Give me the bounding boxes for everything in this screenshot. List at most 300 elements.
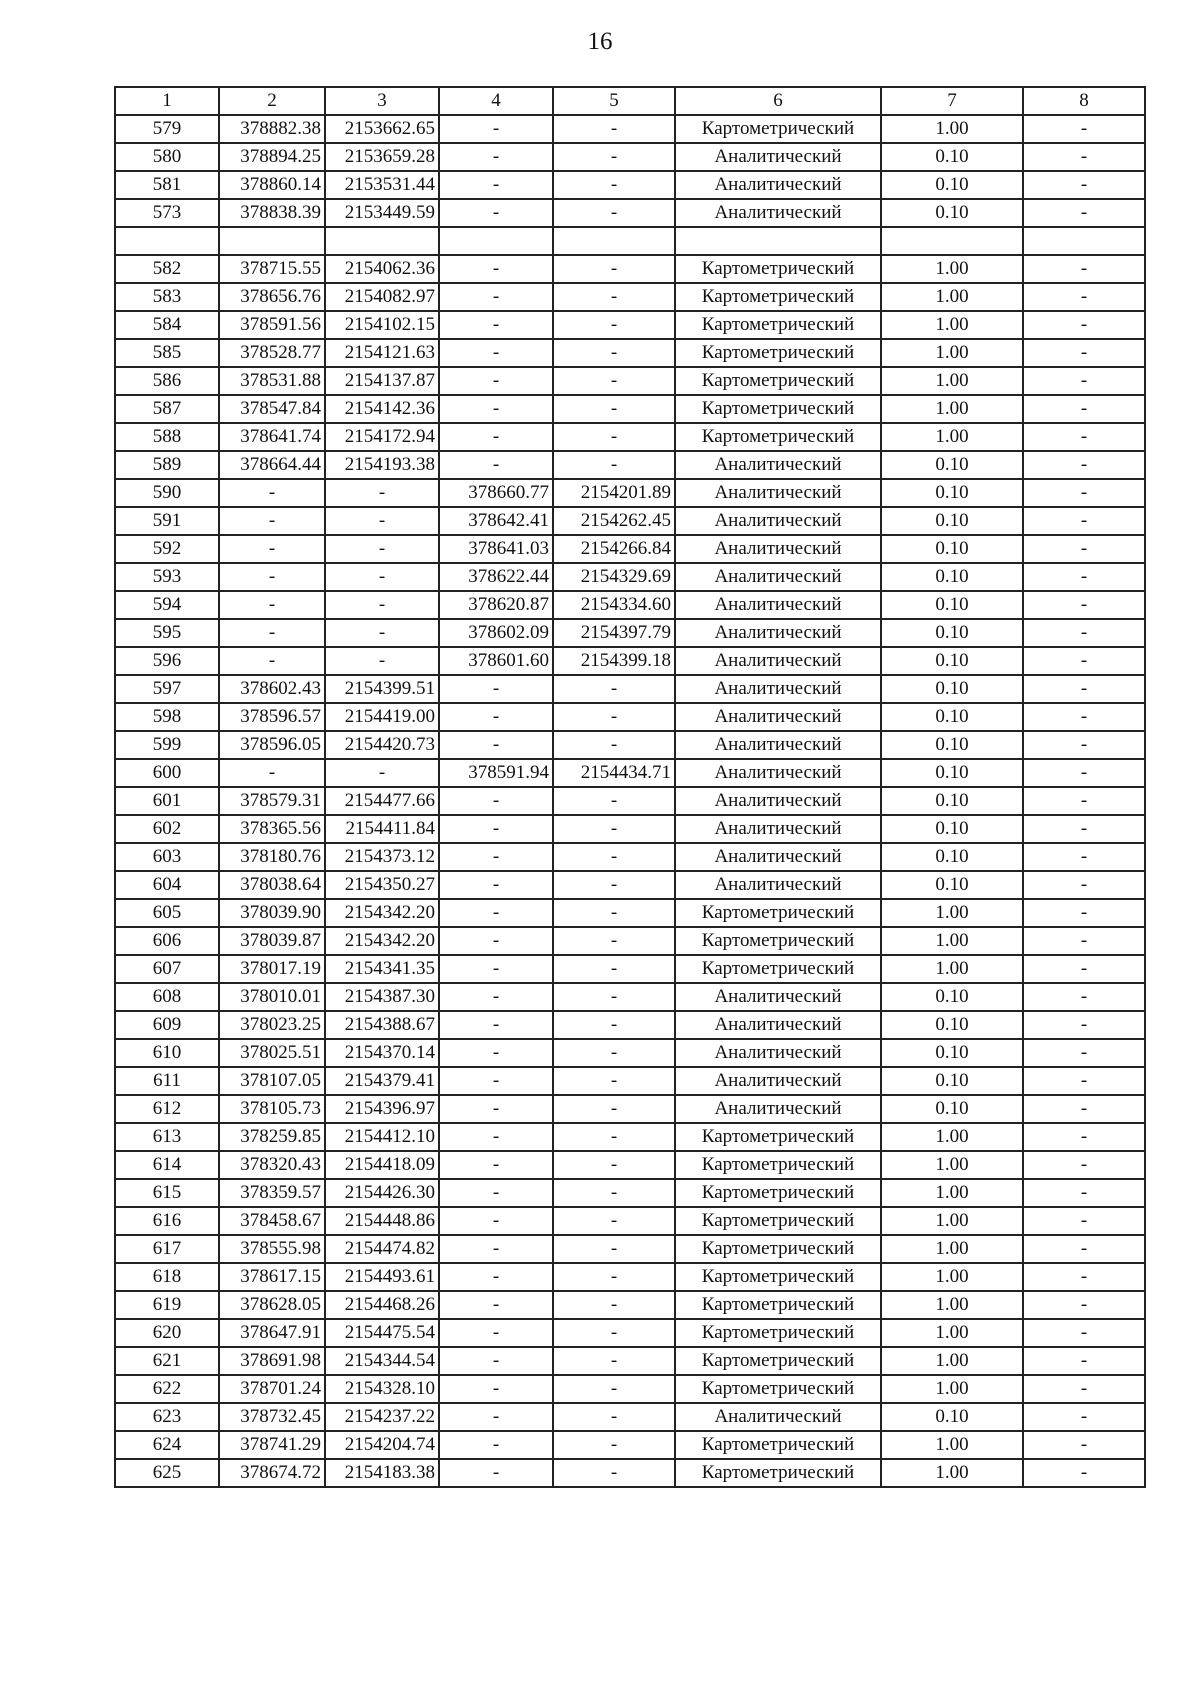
table-row [115, 955, 1145, 983]
cell-y-new: - [553, 871, 675, 899]
cell-x-coordinate: 378579.31 [219, 787, 325, 815]
cell-x-new: - [439, 1459, 553, 1487]
table-row [115, 843, 1145, 871]
cell-note: - [1023, 759, 1145, 787]
cell-y-new: 2154201.89 [553, 479, 675, 507]
cell-y-coordinate: - [325, 479, 439, 507]
cell-point-number: 616 [115, 1207, 219, 1235]
table-row [115, 311, 1145, 339]
cell-y-coordinate: 2154388.67 [325, 1011, 439, 1039]
cell-method: Аналитический [675, 815, 881, 843]
cell-note: - [1023, 1375, 1145, 1403]
cell-note: - [1023, 955, 1145, 983]
cell-accuracy: 0.10 [881, 1039, 1023, 1067]
cell-method: Аналитический [675, 143, 881, 171]
cell-x-coordinate: 378458.67 [219, 1207, 325, 1235]
table-row [115, 1039, 1145, 1067]
cell-x-coordinate: 378715.55 [219, 255, 325, 283]
cell-method: Аналитический [675, 1095, 881, 1123]
cell-x-new: - [439, 1123, 553, 1151]
cell-note: - [1023, 983, 1145, 1011]
header-cell-accuracy: 7 [881, 87, 1023, 115]
cell-method: Картометрический [675, 1151, 881, 1179]
cell-accuracy: 0.10 [881, 815, 1023, 843]
cell-y-new: - [553, 1011, 675, 1039]
table-row [115, 479, 1145, 507]
cell-x-new: - [439, 1375, 553, 1403]
table-row [115, 703, 1145, 731]
cell-y-new: - [553, 1263, 675, 1291]
cell-accuracy: 0.10 [881, 479, 1023, 507]
cell-point-number: 579 [115, 115, 219, 143]
cell-point-number: 620 [115, 1319, 219, 1347]
cell-point-number: 605 [115, 899, 219, 927]
cell-point-number: 589 [115, 451, 219, 479]
table-row [115, 1459, 1145, 1487]
cell-note: - [1023, 395, 1145, 423]
cell-x-coordinate: 378838.39 [219, 199, 325, 227]
table-row [115, 899, 1145, 927]
cell-note: - [1023, 1431, 1145, 1459]
cell-note: - [1023, 1291, 1145, 1319]
cell-point-number: 594 [115, 591, 219, 619]
cell-method: Аналитический [675, 507, 881, 535]
cell-point-number: 612 [115, 1095, 219, 1123]
cell-y-new: - [553, 1459, 675, 1487]
table-row [115, 1347, 1145, 1375]
cell-method: Картометрический [675, 1459, 881, 1487]
cell-accuracy: 0.10 [881, 647, 1023, 675]
cell-y-coordinate: 2154342.20 [325, 899, 439, 927]
table-row [115, 787, 1145, 815]
cell-y-new: 2154399.18 [553, 647, 675, 675]
cell-y-new: - [553, 983, 675, 1011]
cell-y-coordinate: 2154137.87 [325, 367, 439, 395]
cell-x-new: - [439, 451, 553, 479]
table-row [115, 1151, 1145, 1179]
cell-accuracy: 0.10 [881, 759, 1023, 787]
table-row [115, 451, 1145, 479]
cell-x-new: - [439, 1011, 553, 1039]
cell-y-new: - [553, 283, 675, 311]
cell-method: Картометрический [675, 423, 881, 451]
cell-x-new: - [439, 899, 553, 927]
cell-y-new: - [553, 927, 675, 955]
cell-y-new: - [553, 1179, 675, 1207]
cell-y-coordinate: 2154183.38 [325, 1459, 439, 1487]
cell-y-new: - [553, 1207, 675, 1235]
cell-note: - [1023, 815, 1145, 843]
cell-point-number: 625 [115, 1459, 219, 1487]
cell-x-coordinate: 378732.45 [219, 1403, 325, 1431]
cell-note: - [1023, 423, 1145, 451]
cell-y-coordinate [325, 227, 439, 255]
cell-y-coordinate: 2154448.86 [325, 1207, 439, 1235]
cell-point-number: 588 [115, 423, 219, 451]
cell-y-coordinate: 2153449.59 [325, 199, 439, 227]
cell-accuracy: 0.10 [881, 451, 1023, 479]
cell-y-coordinate: 2154426.30 [325, 1179, 439, 1207]
cell-x-coordinate: 378107.05 [219, 1067, 325, 1095]
cell-x-coordinate: 378038.64 [219, 871, 325, 899]
cell-y-new: 2154262.45 [553, 507, 675, 535]
table-row [115, 927, 1145, 955]
cell-x-coordinate: 378602.43 [219, 675, 325, 703]
cell-accuracy: 1.00 [881, 115, 1023, 143]
cell-method: Аналитический [675, 199, 881, 227]
cell-y-new: - [553, 1095, 675, 1123]
cell-point-number: 592 [115, 535, 219, 563]
cell-method: Аналитический [675, 675, 881, 703]
cell-note: - [1023, 703, 1145, 731]
cell-x-new: - [439, 395, 553, 423]
cell-accuracy: 0.10 [881, 871, 1023, 899]
cell-note: - [1023, 1179, 1145, 1207]
cell-note: - [1023, 479, 1145, 507]
cell-accuracy: 1.00 [881, 1235, 1023, 1263]
cell-point-number: 606 [115, 927, 219, 955]
cell-y-coordinate: - [325, 507, 439, 535]
cell-accuracy: 0.10 [881, 171, 1023, 199]
cell-point-number: 582 [115, 255, 219, 283]
cell-point-number: 602 [115, 815, 219, 843]
table-row [115, 1319, 1145, 1347]
cell-y-coordinate: 2154342.20 [325, 927, 439, 955]
cell-accuracy: 1.00 [881, 927, 1023, 955]
cell-point-number: 573 [115, 199, 219, 227]
cell-accuracy: 0.10 [881, 1011, 1023, 1039]
cell-method: Картометрический [675, 1123, 881, 1151]
cell-method: Аналитический [675, 647, 881, 675]
cell-x-new: - [439, 731, 553, 759]
cell-point-number: 580 [115, 143, 219, 171]
cell-accuracy: 0.10 [881, 703, 1023, 731]
cell-method: Картометрический [675, 1179, 881, 1207]
table-row [115, 1263, 1145, 1291]
cell-point-number: 613 [115, 1123, 219, 1151]
cell-x-coordinate: 378528.77 [219, 339, 325, 367]
table-row [115, 199, 1145, 227]
table-row [115, 143, 1145, 171]
table-row [115, 619, 1145, 647]
cell-method: Аналитический [675, 1403, 881, 1431]
cell-accuracy: 1.00 [881, 1347, 1023, 1375]
cell-y-coordinate: 2153662.65 [325, 115, 439, 143]
cell-x-coordinate: 378591.56 [219, 311, 325, 339]
cell-y-coordinate: - [325, 591, 439, 619]
table-row [115, 563, 1145, 591]
cell-x-new: - [439, 1207, 553, 1235]
cell-x-coordinate: 378039.87 [219, 927, 325, 955]
cell-x-new: - [439, 339, 553, 367]
table-row [115, 1207, 1145, 1235]
cell-x-new: 378620.87 [439, 591, 553, 619]
cell-method: Аналитический [675, 871, 881, 899]
cell-method: Картометрический [675, 1263, 881, 1291]
cell-x-new: - [439, 423, 553, 451]
cell-y-coordinate: 2154344.54 [325, 1347, 439, 1375]
cell-method: Аналитический [675, 563, 881, 591]
cell-y-new: - [553, 815, 675, 843]
cell-accuracy: 1.00 [881, 311, 1023, 339]
table-row [115, 983, 1145, 1011]
cell-x-new: - [439, 1403, 553, 1431]
cell-accuracy: 0.10 [881, 199, 1023, 227]
cell-y-new: - [553, 955, 675, 983]
cell-y-coordinate: 2154474.82 [325, 1235, 439, 1263]
cell-x-coordinate: 378259.85 [219, 1123, 325, 1151]
page-number: 16 [587, 28, 613, 55]
cell-note: - [1023, 171, 1145, 199]
cell-method: Картометрический [675, 927, 881, 955]
cell-x-new: 378591.94 [439, 759, 553, 787]
cell-accuracy: 1.00 [881, 955, 1023, 983]
header-cell-x-new: 4 [439, 87, 553, 115]
cell-x-coordinate: 378647.91 [219, 1319, 325, 1347]
cell-point-number: 598 [115, 703, 219, 731]
cell-x-coordinate: 378105.73 [219, 1095, 325, 1123]
cell-x-coordinate: 378617.15 [219, 1263, 325, 1291]
table-row [115, 535, 1145, 563]
cell-y-new: - [553, 423, 675, 451]
table-row [115, 591, 1145, 619]
cell-x-coordinate: 378039.90 [219, 899, 325, 927]
cell-x-new: - [439, 1151, 553, 1179]
cell-point-number: 603 [115, 843, 219, 871]
cell-point-number: 611 [115, 1067, 219, 1095]
cell-x-new: 378601.60 [439, 647, 553, 675]
cell-x-coordinate: 378701.24 [219, 1375, 325, 1403]
cell-y-new: - [553, 1067, 675, 1095]
table-row [115, 171, 1145, 199]
cell-y-new: - [553, 1347, 675, 1375]
cell-x-new: - [439, 283, 553, 311]
cell-x-coordinate: - [219, 535, 325, 563]
cell-y-coordinate: 2154102.15 [325, 311, 439, 339]
cell-x-new: 378622.44 [439, 563, 553, 591]
cell-method: Аналитический [675, 171, 881, 199]
cell-x-coordinate: - [219, 619, 325, 647]
cell-x-new: - [439, 1347, 553, 1375]
cell-y-coordinate: 2154328.10 [325, 1375, 439, 1403]
cell-note: - [1023, 1319, 1145, 1347]
cell-y-coordinate: 2154379.41 [325, 1067, 439, 1095]
cell-point-number: 617 [115, 1235, 219, 1263]
cell-x-new: - [439, 983, 553, 1011]
cell-method: Картометрический [675, 1207, 881, 1235]
cell-y-coordinate: 2154204.74 [325, 1431, 439, 1459]
cell-point-number: 584 [115, 311, 219, 339]
cell-accuracy: 1.00 [881, 1123, 1023, 1151]
header-cell-note: 8 [1023, 87, 1145, 115]
cell-x-coordinate: 378547.84 [219, 395, 325, 423]
blank-separator-row [115, 227, 1145, 255]
cell-y-coordinate: 2154237.22 [325, 1403, 439, 1431]
table-row [115, 1095, 1145, 1123]
cell-x-coordinate: 378860.14 [219, 171, 325, 199]
cell-x-coordinate: 378674.72 [219, 1459, 325, 1487]
cell-method: Картометрический [675, 367, 881, 395]
cell-method: Аналитический [675, 479, 881, 507]
cell-method: Аналитический [675, 731, 881, 759]
cell-y-coordinate: 2154373.12 [325, 843, 439, 871]
cell-note: - [1023, 1403, 1145, 1431]
cell-x-coordinate: - [219, 563, 325, 591]
table-row [115, 675, 1145, 703]
cell-y-coordinate: 2153659.28 [325, 143, 439, 171]
cell-x-coordinate: - [219, 507, 325, 535]
cell-x-new: - [439, 815, 553, 843]
cell-method: Аналитический [675, 1039, 881, 1067]
table-row [115, 1179, 1145, 1207]
cell-y-coordinate: 2154418.09 [325, 1151, 439, 1179]
cell-y-new: - [553, 703, 675, 731]
cell-x-new: - [439, 955, 553, 983]
cell-point-number: 596 [115, 647, 219, 675]
cell-note: - [1023, 143, 1145, 171]
cell-y-coordinate: - [325, 619, 439, 647]
header-row [115, 87, 1145, 115]
cell-x-new: - [439, 115, 553, 143]
cell-accuracy: 0.10 [881, 983, 1023, 1011]
table-row [115, 1291, 1145, 1319]
cell-y-new: - [553, 1403, 675, 1431]
cell-point-number: 619 [115, 1291, 219, 1319]
cell-y-new: - [553, 731, 675, 759]
cell-x-new: - [439, 927, 553, 955]
cell-note: - [1023, 255, 1145, 283]
cell-note: - [1023, 115, 1145, 143]
cell-x-coordinate: 378359.57 [219, 1179, 325, 1207]
cell-method: Картометрический [675, 1319, 881, 1347]
cell-note: - [1023, 199, 1145, 227]
cell-point-number: 610 [115, 1039, 219, 1067]
cell-x-new: - [439, 1319, 553, 1347]
cell-accuracy: 0.10 [881, 591, 1023, 619]
cell-x-coordinate: 378365.56 [219, 815, 325, 843]
cell-note: - [1023, 1151, 1145, 1179]
table-row [115, 507, 1145, 535]
cell-point-number: 593 [115, 563, 219, 591]
cell-note: - [1023, 619, 1145, 647]
cell-accuracy: 1.00 [881, 283, 1023, 311]
cell-point-number: 583 [115, 283, 219, 311]
cell-x-coordinate: - [219, 591, 325, 619]
cell-x-coordinate: 378531.88 [219, 367, 325, 395]
cell-point-number: 615 [115, 1179, 219, 1207]
cell-point-number: 608 [115, 983, 219, 1011]
cell-point-number: 597 [115, 675, 219, 703]
cell-x-new: - [439, 1067, 553, 1095]
cell-y-coordinate: 2154341.35 [325, 955, 439, 983]
cell-method: Аналитический [675, 1067, 881, 1095]
cell-point-number: 609 [115, 1011, 219, 1039]
cell-note: - [1023, 843, 1145, 871]
cell-y-coordinate: 2154142.36 [325, 395, 439, 423]
header-cell-method: 6 [675, 87, 881, 115]
cell-y-coordinate: 2154082.97 [325, 283, 439, 311]
cell-y-coordinate: 2154121.63 [325, 339, 439, 367]
cell-y-new: - [553, 1375, 675, 1403]
cell-point-number: 599 [115, 731, 219, 759]
cell-method: Аналитический [675, 619, 881, 647]
cell-y-new: - [553, 451, 675, 479]
cell-note: - [1023, 507, 1145, 535]
cell-point-number: 587 [115, 395, 219, 423]
cell-y-new [553, 227, 675, 255]
cell-method: Картометрический [675, 255, 881, 283]
table-row [115, 871, 1145, 899]
cell-x-coordinate: - [219, 647, 325, 675]
cell-y-coordinate: 2154475.54 [325, 1319, 439, 1347]
cell-accuracy: 0.10 [881, 787, 1023, 815]
cell-accuracy: 0.10 [881, 563, 1023, 591]
table-row [115, 423, 1145, 451]
cell-x-new: - [439, 787, 553, 815]
table-row [115, 283, 1145, 311]
cell-x-new: 378602.09 [439, 619, 553, 647]
cell-accuracy: 0.10 [881, 675, 1023, 703]
cell-x-coordinate: - [219, 759, 325, 787]
cell-method: Картометрический [675, 899, 881, 927]
cell-y-coordinate: 2154370.14 [325, 1039, 439, 1067]
cell-y-coordinate: - [325, 563, 439, 591]
cell-x-new: - [439, 1431, 553, 1459]
cell-y-new: - [553, 311, 675, 339]
cell-x-new: - [439, 1263, 553, 1291]
cell-note: - [1023, 1347, 1145, 1375]
cell-accuracy: 1.00 [881, 1459, 1023, 1487]
cell-accuracy: 1.00 [881, 255, 1023, 283]
cell-y-coordinate: 2154411.84 [325, 815, 439, 843]
cell-note: - [1023, 1011, 1145, 1039]
cell-y-new: - [553, 675, 675, 703]
cell-point-number: 607 [115, 955, 219, 983]
cell-y-coordinate: - [325, 759, 439, 787]
cell-point-number: 624 [115, 1431, 219, 1459]
table-row [115, 1403, 1145, 1431]
cell-method: Картометрический [675, 1235, 881, 1263]
cell-method: Картометрический [675, 1347, 881, 1375]
cell-x-coordinate: 378741.29 [219, 1431, 325, 1459]
cell-note: - [1023, 1459, 1145, 1487]
cell-note [1023, 227, 1145, 255]
cell-point-number: 621 [115, 1347, 219, 1375]
cell-accuracy: 1.00 [881, 1263, 1023, 1291]
cell-x-coordinate: 378691.98 [219, 1347, 325, 1375]
cell-accuracy: 0.10 [881, 731, 1023, 759]
table-row [115, 255, 1145, 283]
cell-y-coordinate: 2154420.73 [325, 731, 439, 759]
cell-y-new: - [553, 1151, 675, 1179]
cell-method: Картометрический [675, 339, 881, 367]
cell-y-coordinate: - [325, 535, 439, 563]
cell-accuracy [881, 227, 1023, 255]
cell-point-number: 614 [115, 1151, 219, 1179]
cell-x-new: - [439, 199, 553, 227]
table-body [115, 87, 1145, 1487]
cell-point-number: 585 [115, 339, 219, 367]
cell-accuracy: 0.10 [881, 619, 1023, 647]
cell-x-new: - [439, 1095, 553, 1123]
cell-method: Аналитический [675, 451, 881, 479]
cell-x-new: - [439, 311, 553, 339]
cell-point-number: 623 [115, 1403, 219, 1431]
table-row [115, 731, 1145, 759]
cell-note: - [1023, 1263, 1145, 1291]
cell-note: - [1023, 367, 1145, 395]
cell-note: - [1023, 451, 1145, 479]
